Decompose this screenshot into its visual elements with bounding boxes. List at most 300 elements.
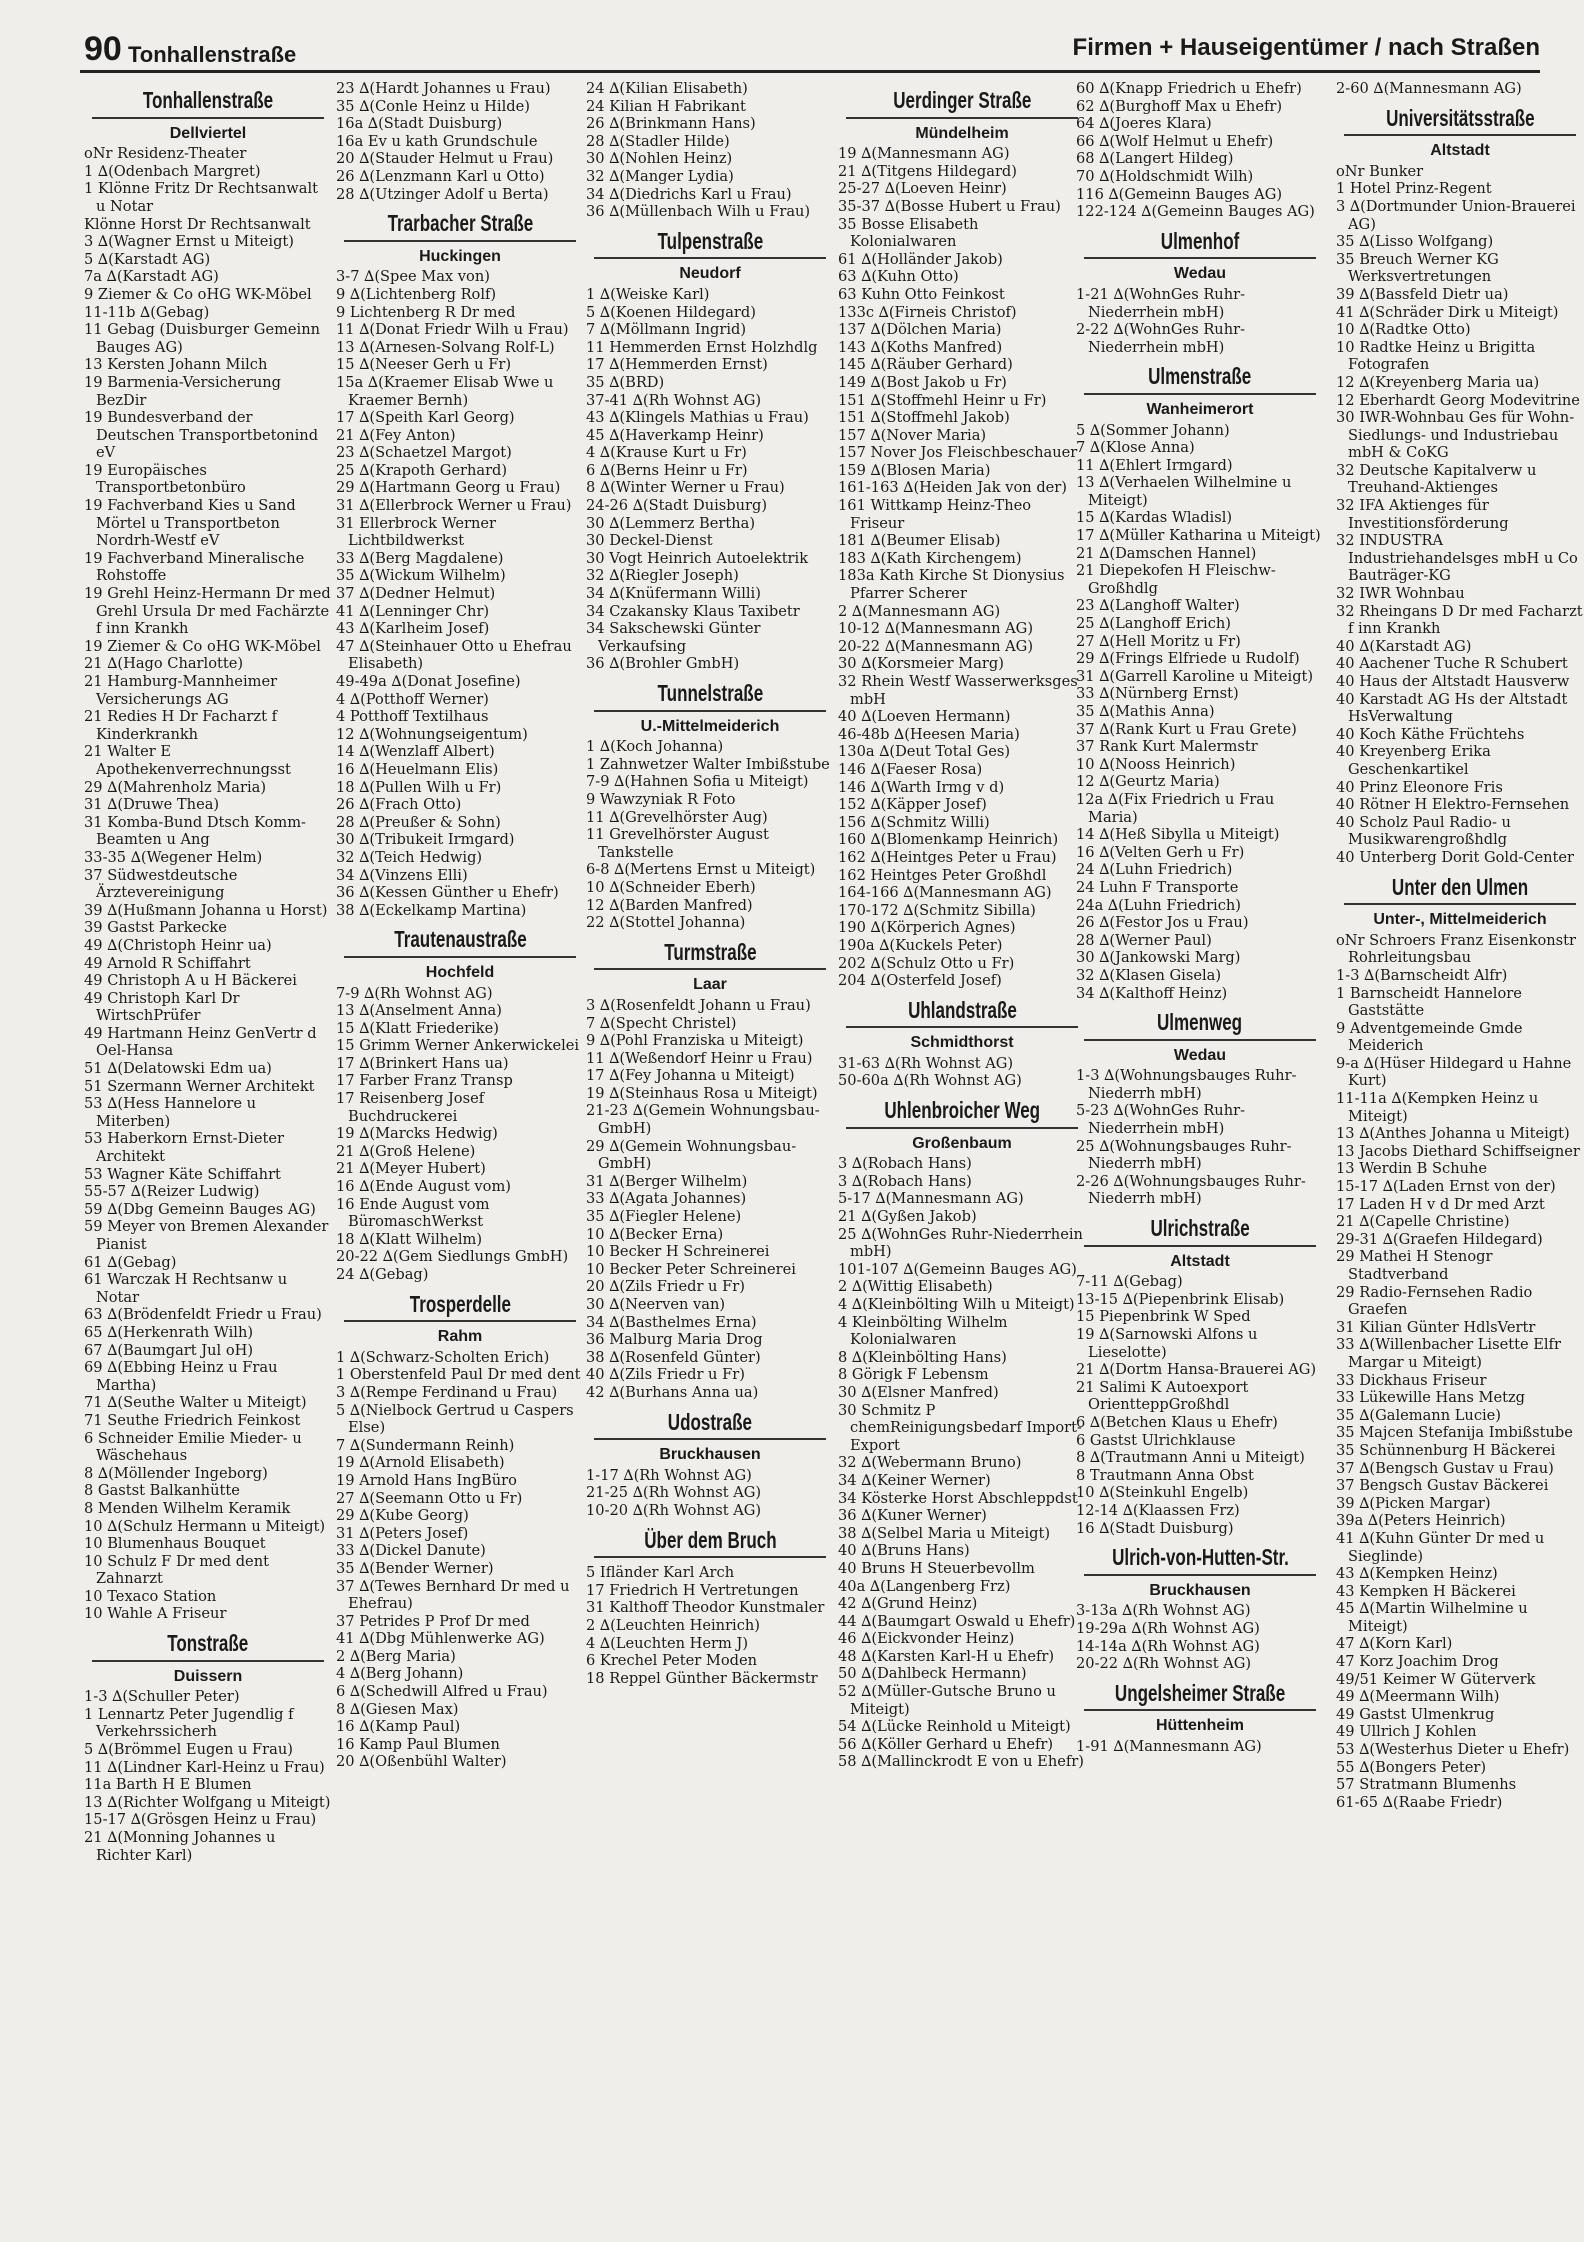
directory-entry: 40 Kreyenberg Erika Geschenkartikel xyxy=(1336,743,1491,778)
directory-entry: 13-15 ∆(Piepenbrink Elisab) xyxy=(1076,1290,1285,1308)
directory-entry: 6 Krechel Peter Moden xyxy=(586,1652,757,1670)
directory-entry: 11 ∆(Weßendorf Heinr u Frau) xyxy=(586,1049,813,1067)
directory-entry: 122-124 ∆(Gemeinn Bauges AG) xyxy=(1076,203,1315,221)
directory-entry: 37 Südwestdeutsche Ärztevereinigung xyxy=(84,866,238,902)
directory-entry: 31-63 ∆(Rh Wohnst AG) xyxy=(838,1054,1014,1072)
directory-entry: 17 ∆(Hemmerden Ernst) xyxy=(586,356,768,374)
directory-entry: 26 ∆(Festor Jos u Frau) xyxy=(1076,914,1249,932)
page-header xyxy=(80,30,1540,73)
directory-entry: 12a ∆(Fix Friedrich u Frau Maria) xyxy=(1076,790,1275,826)
directory-entry: 1 ∆(Koch Johanna) xyxy=(586,738,724,756)
directory-entry: 37 Rank Kurt Malermstr xyxy=(1076,738,1258,756)
street-heading xyxy=(586,227,834,254)
directory-entry: 5 ∆(Karstadt AG) xyxy=(84,250,211,268)
directory-entry: 41 ∆(Dbg Mühlenwerke AG) xyxy=(336,1630,545,1648)
street-section xyxy=(1336,873,1584,1812)
street-divider xyxy=(594,968,826,970)
directory-entry: 61 ∆(Gebag) xyxy=(84,1253,177,1271)
street-name: Ulrich-von-Hutten-Str. xyxy=(1111,1544,1289,1571)
directory-entry: 7-9 ∆(Hahnen Sofia u Miteigt) xyxy=(586,773,809,791)
directory-entry: 11 Gebag (Duisburger Gemeinn Bauges AG) xyxy=(84,321,321,356)
directory-entry: 29 Mathei H Stenogr Stadtverband xyxy=(1336,1248,1493,1283)
street-heading xyxy=(838,996,1086,1023)
street-section xyxy=(336,1290,584,1771)
directory-entry: 34 ∆(Diedrichs Karl u Frau) xyxy=(586,185,792,203)
directory-entry: 146 ∆(Warth Irmg v d) xyxy=(838,778,1005,796)
directory-entry: 39 Gastst Parkecke xyxy=(84,919,227,937)
directory-entry: 8 Trautmann Anna Obst xyxy=(1076,1466,1254,1484)
street-divider xyxy=(344,956,576,958)
directory-entry: 49-49a ∆(Donat Josefine) xyxy=(336,673,521,690)
directory-entry: 21 Walter E Apothekenverrechnungsst xyxy=(84,743,291,778)
directory-entry: 16 ∆(Velten Gerh u Fr) xyxy=(1076,843,1245,861)
directory-entry: 40 Aachener Tuche R Schubert xyxy=(1336,655,1568,673)
directory-entry: 5 ∆(Brömmel Eugen u Frau) xyxy=(84,1741,293,1759)
directory-entry: 49 Ullrich J Kohlen xyxy=(1336,1723,1477,1741)
directory-entry: 32 Rheingans D Dr med Facharzt f inn Krankh xyxy=(1336,602,1583,638)
directory-entry: 29 Radio-Fernsehen Radio Graefen xyxy=(1336,1283,1533,1319)
street-heading xyxy=(1336,873,1584,900)
directory-entry: 10-12 ∆(Mannesmann AG) xyxy=(838,620,1034,638)
directory-entry: 21 ∆(Groß Helene) xyxy=(336,1142,476,1160)
directory-entry: 30 ∆(Jankowski Marg) xyxy=(1076,949,1241,967)
directory-entry: 40 Haus der Altstadt Hausverw xyxy=(1336,673,1570,690)
directory-entry: 15 ∆(Klatt Friederike) xyxy=(336,1019,499,1037)
directory-entry: oNr Residenz-Theater xyxy=(84,145,247,163)
directory-entry: 8 ∆(Winter Werner u Frau) xyxy=(586,479,785,497)
directory-entry: 23 ∆(Schaetzel Margot) xyxy=(336,444,512,462)
directory-entry: 31 ∆(Peters Josef) xyxy=(336,1524,469,1542)
directory-entry: 13 ∆(Anselment Anna) xyxy=(336,1002,502,1020)
directory-entry: 190a ∆(Kuckels Peter) xyxy=(838,936,1003,954)
street-name: Turmstraße xyxy=(663,938,757,965)
directory-entry: 143 ∆(Koths Manfred) xyxy=(838,338,1003,356)
directory-entry: 41 ∆(Lenninger Chr) xyxy=(336,602,490,620)
directory-entry: 59 ∆(Dbg Gemeinn Bauges AG) xyxy=(84,1200,316,1218)
directory-entry: 54 ∆(Lücke Reinhold u Miteigt) xyxy=(838,1718,1071,1736)
directory-entry: 25 ∆(WohnGes Ruhr-Niederrhein mbH) xyxy=(838,1225,1083,1261)
district-name: Unter-, Mittelmeiderich xyxy=(1373,911,1547,929)
directory-entry: 17 Farber Franz Transp xyxy=(336,1072,513,1090)
directory-entry: 133c ∆(Firneis Christof) xyxy=(838,303,1017,321)
directory-entry: 69 ∆(Ebbing Heinz u Frau Martha) xyxy=(84,1359,278,1394)
directory-column-1 xyxy=(84,80,332,2220)
directory-entry: 35 Breuch Werner KG Werksvertretungen xyxy=(1336,250,1499,286)
directory-column-2 xyxy=(336,80,584,2220)
street-section xyxy=(586,680,834,932)
street-name: Tonstraße xyxy=(167,1630,249,1657)
directory-entry: 17 ∆(Müller Katharina u Miteigt) xyxy=(1076,527,1321,545)
directory-entry: 35 ∆(Conle Heinz u Hilde) xyxy=(336,97,530,115)
directory-entry: 37 ∆(Rank Kurt u Frau Grete) xyxy=(1076,720,1297,738)
directory-entry: 11a Barth H E Blumen xyxy=(84,1776,252,1794)
directory-entry: 3 ∆(Rosenfeldt Johann u Frau) xyxy=(586,996,811,1014)
street-heading xyxy=(586,938,834,965)
directory-entry: 10 Radtke Heinz u Brigitta Fotografen xyxy=(1336,338,1536,374)
street-section xyxy=(1076,80,1324,221)
directory-entry: 10 Becker Peter Schreinerei xyxy=(586,1260,796,1278)
directory-entry: 8 Menden Wilhelm Keramik xyxy=(84,1499,291,1517)
directory-entry: 4 ∆(Leuchten Herm J) xyxy=(586,1634,749,1652)
street-heading xyxy=(1336,104,1584,131)
directory-entry: 29-31 ∆(Graefen Hildegard) xyxy=(1336,1230,1543,1248)
directory-entry: 40 Koch Käthe Früchtehs xyxy=(1336,725,1525,743)
directory-entry: 35 ∆(Bender Werner) xyxy=(336,1559,494,1577)
district-name: Schmidthorst xyxy=(910,1034,1014,1052)
directory-entry: 8 Gastst Balkanhütte xyxy=(84,1482,240,1500)
directory-column-5 xyxy=(1076,80,1324,2220)
directory-entry: 51 Szermann Werner Architekt xyxy=(84,1077,315,1095)
street-divider xyxy=(1084,393,1316,395)
street-section xyxy=(586,938,834,1402)
directory-entry: 26 ∆(Brinkmann Hans) xyxy=(586,115,756,133)
directory-entry: 10 Wahle A Friseur xyxy=(84,1605,227,1623)
directory-entry: 30 Schmitz P chemReinigungsbedarf Import-Export xyxy=(838,1401,1082,1454)
directory-entry: 34 ∆(Kalthoff Heinz) xyxy=(1076,984,1228,1002)
street-section xyxy=(838,996,1086,1090)
directory-entry: 46-48b ∆(Heesen Maria) xyxy=(838,725,1020,743)
directory-entry: 21 ∆(Fey Anton) xyxy=(336,426,456,444)
directory-entry: 49 ∆(Meermann Wilh) xyxy=(1336,1688,1500,1706)
directory-entry: oNr Bunker xyxy=(1336,162,1424,180)
directory-entry: 42 ∆(Burhans Anna ua) xyxy=(586,1383,759,1401)
directory-entry: 3-7 ∆(Spee Max von) xyxy=(336,268,490,286)
directory-entry: 7 ∆(Klose Anna) xyxy=(1076,439,1195,457)
directory-entry: 2 ∆(Berg Maria) xyxy=(336,1647,456,1665)
directory-entry: 15 Grimm Werner Ankerwickelei xyxy=(336,1037,580,1055)
street-section xyxy=(1076,227,1324,357)
street-heading xyxy=(1076,227,1324,254)
street-name: Ulrichstraße xyxy=(1150,1215,1250,1242)
street-divider xyxy=(1084,1039,1316,1041)
directory-entry: 36 Malburg Maria Drog xyxy=(586,1331,763,1349)
directory-entry: 1 Klönne Fritz Dr Rechtsanwalt u Notar xyxy=(84,180,319,215)
directory-entry: 19 Ziemer & Co oHG WK-Möbel xyxy=(84,637,321,655)
directory-entry: 24 ∆(Kilian Elisabeth) xyxy=(586,80,748,97)
directory-entry: 61 ∆(Holländer Jakob) xyxy=(838,250,1003,268)
directory-entry: 1-3 ∆(Wohnungsbauges Ruhr-Niederrh mbH) xyxy=(1076,1067,1297,1102)
directory-entry: 43 ∆(Karlheim Josef) xyxy=(336,620,490,638)
directory-entry: 156 ∆(Schmitz Willi) xyxy=(838,813,990,831)
directory-entry: 13 Kersten Johann Milch xyxy=(84,356,268,374)
street-heading xyxy=(1076,1679,1324,1706)
directory-entry: 29 ∆(Hartmann Georg u Frau) xyxy=(336,479,561,497)
directory-entry: 39a ∆(Peters Heinrich) xyxy=(1336,1512,1506,1530)
street-heading xyxy=(336,926,584,953)
district-name: Wanheimerort xyxy=(1146,400,1254,418)
street-heading xyxy=(1076,1215,1324,1242)
directory-entry: 27 ∆(Hell Moritz u Fr) xyxy=(1076,632,1241,650)
directory-entry: 32 Deutsche Kapitalverw u Treuhand-Aktienges xyxy=(1336,461,1537,497)
directory-entry: 19 Barmenia-Versicherung BezDir xyxy=(84,373,282,409)
directory-entry: 29 ∆(Mahrenholz Maria) xyxy=(84,778,267,796)
street-name: Ulmenstraße xyxy=(1148,363,1252,390)
directory-entry: 24 ∆(Luhn Friedrich) xyxy=(1076,861,1233,879)
directory-entry: 21 ∆(Hago Charlotte) xyxy=(84,655,244,673)
directory-entry: 35-37 ∆(Bosse Hubert u Frau) xyxy=(838,197,1061,215)
directory-entry: 33 ∆(Berg Magdalene) xyxy=(336,549,504,567)
directory-entry: 5 ∆(Sommer Johann) xyxy=(1076,421,1230,439)
directory-entry: 51 ∆(Delatowski Edm ua) xyxy=(84,1060,272,1078)
directory-entry: 30 ∆(Neerven van) xyxy=(586,1296,726,1313)
directory-entry: 29 ∆(Kube Georg) xyxy=(336,1507,469,1525)
street-name: Uhlenbroicher Weg xyxy=(884,1097,1040,1124)
street-name: Tunnelstraße xyxy=(657,680,763,706)
directory-entry: 1 Oberstenfeld Paul Dr med dent xyxy=(336,1366,581,1384)
directory-entry: 63 Kuhn Otto Feinkost xyxy=(838,285,1005,303)
directory-entry: 151 ∆(Stoffmehl Heinr u Fr) xyxy=(838,391,1047,409)
directory-entry: 39 ∆(Hußmann Johanna u Horst) xyxy=(84,901,328,919)
directory-entry: 1-3 ∆(Barnscheidt Alfr) xyxy=(1336,966,1508,984)
directory-entry: 10 Texaco Station xyxy=(84,1587,217,1605)
directory-entry: 20 ∆(Zils Friedr u Fr) xyxy=(586,1278,745,1296)
directory-entry: 31 ∆(Druwe Thea) xyxy=(84,796,220,814)
directory-entry: 19-29a ∆(Rh Wohnst AG) xyxy=(1076,1619,1260,1637)
directory-entry: 70 ∆(Holdschmidt Wilh) xyxy=(1076,167,1254,185)
street-heading xyxy=(586,1526,834,1553)
street-divider xyxy=(344,240,576,242)
directory-entry: 38 ∆(Rosenfeld Günter) xyxy=(586,1348,761,1366)
directory-entry: 7-9 ∆(Rh Wohnst AG) xyxy=(336,984,493,1002)
directory-entry: 3 ∆(Dortmunder Union-Brauerei AG) xyxy=(1336,197,1576,233)
directory-entry: 17 Laden H v d Dr med Arzt xyxy=(1336,1195,1545,1213)
directory-entry: 24-26 ∆(Stadt Duisburg) xyxy=(586,497,768,515)
directory-entry: 130a ∆(Deut Total Ges) xyxy=(838,743,1011,761)
directory-entry: 49 Christoph A u H Bäckerei xyxy=(84,972,297,990)
directory-entry: 15 Piepenbrink W Sped xyxy=(1076,1308,1251,1326)
street-divider xyxy=(1084,1709,1316,1711)
directory-entry: 19 ∆(Marcks Hedwig) xyxy=(336,1125,498,1143)
directory-entry: 36 ∆(Kuner Werner) xyxy=(838,1507,987,1525)
directory-entry: 6 ∆(Berns Heinr u Fr) xyxy=(586,461,748,479)
directory-entry: 20-22 ∆(Rh Wohnst AG) xyxy=(1076,1655,1252,1673)
directory-entry: 159 ∆(Blosen Maria) xyxy=(838,461,991,479)
directory-entry: 4 ∆(Kleinbölting Wilh u Miteigt) xyxy=(838,1296,1075,1313)
directory-entry: 8 Görigk F Lebensm xyxy=(838,1366,989,1384)
street-name: Ulmenweg xyxy=(1157,1009,1243,1036)
directory-entry: 24 Kilian H Fabrikant xyxy=(586,97,746,115)
district-name: Neudorf xyxy=(679,265,741,283)
directory-entry: 20-22 ∆(Mannesmann AG) xyxy=(838,637,1034,655)
directory-entry: 14 ∆(Wenzlaff Albert) xyxy=(336,743,495,761)
directory-entry: 25 ∆(Wohnungsbauges Ruhr-Niederrh mbH) xyxy=(1076,1137,1292,1173)
directory-entry: 34 Sakschewski Günter Verkaufsing xyxy=(586,620,761,655)
directory-entry: 1-17 ∆(Rh Wohnst AG) xyxy=(586,1466,752,1484)
directory-entry: 9 Wawzyniak R Foto xyxy=(586,790,736,808)
directory-entry: 13 Jacobs Diethard Schiffseigner xyxy=(1336,1142,1580,1160)
directory-entry: 63 ∆(Brödenfeldt Friedr u Frau) xyxy=(84,1306,322,1324)
directory-entry: 18 ∆(Pullen Wilh u Fr) xyxy=(336,778,502,796)
street-name: Trarbacher Straße xyxy=(387,210,533,237)
directory-entry: 17 Reisenberg Josef Buchdruckerei xyxy=(336,1090,485,1125)
directory-entry: 6 ∆(Betchen Klaus u Ehefr) xyxy=(1076,1413,1278,1431)
street-divider xyxy=(1084,1245,1316,1247)
directory-entry: 15 ∆(Kardas Wladisl) xyxy=(1076,509,1233,527)
directory-entry: 16 ∆(Heuelmann Elis) xyxy=(336,760,499,778)
directory-entry: 2 ∆(Leuchten Heinrich) xyxy=(586,1616,760,1634)
directory-entry: 50 ∆(Dahlbeck Hermann) xyxy=(838,1665,1027,1683)
directory-entry: 16 ∆(Stadt Duisburg) xyxy=(1076,1519,1234,1537)
directory-entry: 38 ∆(Selbel Maria u Miteigt) xyxy=(838,1524,1051,1542)
directory-entry: 40 ∆(Bruns Hans) xyxy=(838,1542,970,1560)
directory-entry: 35 ∆(Fiegler Helene) xyxy=(586,1208,742,1226)
street-heading xyxy=(1076,363,1324,390)
directory-entry: 23 ∆(Hardt Johannes u Frau) xyxy=(336,80,551,97)
directory-entry: 30 IWR-Wohnbau Ges für Wohn- Siedlungs- und Industriebau mbH & CoKG xyxy=(1336,409,1575,462)
directory-entry: 49 ∆(Christoph Heinr ua) xyxy=(84,936,272,954)
directory-entry: 19 Fachverband Kies u Sand Mörtel u Transportbeton Nordrh-Westf eV xyxy=(84,497,296,550)
directory-entry: 30 ∆(Lemmerz Bertha) xyxy=(586,514,756,532)
directory-entry: 8 ∆(Trautmann Anni u Miteigt) xyxy=(1076,1449,1305,1467)
directory-entry: 5 ∆(Nielbock Gertrud u Caspers Else) xyxy=(336,1401,574,1437)
directory-entry: 12 ∆(Wohnungseigentum) xyxy=(336,725,528,743)
directory-entry: 151 ∆(Stoffmehl Jakob) xyxy=(838,409,1010,427)
directory-entry: 33 ∆(Nürnberg Ernst) xyxy=(1076,685,1239,703)
directory-entry: 34 Kösterke Horst Abschleppdst xyxy=(838,1489,1078,1507)
directory-entry: 1 Hotel Prinz-Regent xyxy=(1336,180,1492,198)
directory-entry: 16a ∆(Stadt Duisburg) xyxy=(336,115,503,133)
directory-entry: 50-60a ∆(Rh Wohnst AG) xyxy=(838,1072,1022,1090)
street-section xyxy=(586,1408,834,1520)
directory-entry: 21 ∆(Meyer Hubert) xyxy=(336,1160,486,1178)
directory-entry: 21 ∆(Damschen Hannel) xyxy=(1076,544,1257,562)
directory-entry: 17 ∆(Brinkert Hans ua) xyxy=(336,1054,509,1072)
directory-entry: 11 ∆(Lindner Karl-Heinz u Frau) xyxy=(84,1758,325,1776)
directory-entry: 30 ∆(Elsner Manfred) xyxy=(838,1383,999,1401)
directory-entry: 32 Rhein Westf Wasserwerksges mbH xyxy=(838,673,1078,708)
street-divider xyxy=(92,117,324,119)
directory-entry: 39 ∆(Picken Margar) xyxy=(1336,1494,1491,1512)
directory-entry: 3 ∆(Rempe Ferdinand u Frau) xyxy=(336,1383,558,1401)
directory-entry: 1-3 ∆(Schuller Peter) xyxy=(84,1688,240,1706)
street-heading xyxy=(586,680,834,706)
directory-entry: 3 ∆(Robach Hans) xyxy=(838,1172,972,1190)
district-name: Altstadt xyxy=(1430,142,1490,160)
street-section xyxy=(586,1526,834,1688)
directory-entry: 40 Karstadt AG Hs der Altstadt HsVerwaltung xyxy=(1336,690,1568,726)
directory-entry: 11 ∆(Ehlert Irmgard) xyxy=(1076,456,1233,474)
district-name: Bruckhausen xyxy=(1149,1581,1251,1599)
directory-entry: 66 ∆(Wolf Helmut u Ehefr) xyxy=(1076,132,1274,150)
directory-entry: 47 ∆(Steinhauer Otto u Ehefrau Elisabeth) xyxy=(336,637,572,673)
street-section xyxy=(336,80,584,203)
directory-entry: 16 Ende August vom BüromaschWerkst xyxy=(336,1195,490,1231)
directory-entry: 2-22 ∆(WohnGes Ruhr-Niederrhein mbH) xyxy=(1076,321,1246,356)
directory-entry: 49/51 Keimer W Güterverk xyxy=(1336,1670,1536,1688)
directory-entry: 204 ∆(Osterfeld Josef) xyxy=(838,972,1002,990)
directory-entry: 31 Kilian Günter HdlsVertr xyxy=(1336,1318,1536,1336)
street-name: Udostraße xyxy=(667,1408,753,1435)
directory-entry: 36 ∆(Kessen Günther u Ehefr) xyxy=(336,884,559,902)
directory-entry: 33 ∆(Dickel Danute) xyxy=(336,1542,486,1560)
street-heading xyxy=(84,1630,332,1657)
directory-entry: 20 ∆(Oßenbühl Walter) xyxy=(336,1753,507,1771)
directory-entry: 183 ∆(Kath Kirchengem) xyxy=(838,549,1022,567)
directory-entry: 24a ∆(Luhn Friedrich) xyxy=(1076,896,1241,914)
directory-entry: 16 ∆(Ende August vom) xyxy=(336,1178,511,1196)
directory-entry: 40 Bruns H Steuerbevollm xyxy=(838,1559,1035,1577)
street-name: Ungelsheimer Straße xyxy=(1114,1679,1286,1706)
district-name: Wedau xyxy=(1173,1046,1227,1064)
directory-entry: 145 ∆(Räuber Gerhard) xyxy=(838,356,1013,374)
street-name: Trosperdelle xyxy=(409,1290,511,1317)
street-section xyxy=(1336,80,1584,98)
directory-entry: 19 Arnold Hans IngBüro xyxy=(336,1471,517,1489)
street-divider xyxy=(92,1660,324,1662)
street-heading xyxy=(336,210,584,237)
street-divider xyxy=(846,117,1078,119)
directory-entry: 35 Majcen Stefanija Imbißstube xyxy=(1336,1424,1573,1442)
directory-entry: 11 ∆(Grevelhörster Aug) xyxy=(586,808,768,826)
directory-entry: 11-11b ∆(Gebag) xyxy=(84,303,210,321)
directory-entry: 6 Schneider Emilie Mieder- u Wäschehaus xyxy=(84,1429,302,1465)
directory-entry: 35 ∆(Mathis Anna) xyxy=(1076,703,1215,720)
directory-entry: 5 ∆(Koenen Hildegard) xyxy=(586,303,756,321)
directory-entry: 10 ∆(Steinkuhl Engelb) xyxy=(1076,1484,1249,1502)
directory-entry: 35 ∆(Lisso Wolfgang) xyxy=(1336,233,1494,251)
directory-entry: 21-23 ∆(Gemein Wohnungsbau-GmbH) xyxy=(586,1102,820,1138)
directory-entry: 15 ∆(Neeser Gerh u Fr) xyxy=(336,356,512,374)
directory-entry: 16 Kamp Paul Blumen xyxy=(336,1735,500,1753)
directory-entry: 49 Gastst Ulmenkrug xyxy=(1336,1705,1495,1723)
directory-entry: 31 ∆(Berger Wilhelm) xyxy=(586,1172,748,1190)
street-name: Ulmenhof xyxy=(1160,227,1240,254)
directory-entry: 31 ∆(Garrell Karoline u Miteigt) xyxy=(1076,667,1314,685)
street-divider xyxy=(594,710,826,712)
directory-entry: 9 Adventgemeinde Gmde Meiderich xyxy=(1336,1019,1523,1055)
street-heading xyxy=(336,1290,584,1317)
directory-entry: 3 ∆(Wagner Ernst u Miteigt) xyxy=(84,233,294,251)
directory-entry: 32 ∆(Klasen Gisela) xyxy=(1076,966,1222,984)
directory-entry: 10 Becker H Schreinerei xyxy=(586,1243,770,1261)
directory-entry: 32 ∆(Riegler Joseph) xyxy=(586,567,739,585)
directory-entry: 32 IFA Aktienges für Investitionsförderung xyxy=(1336,497,1509,532)
district-name: Rahm xyxy=(437,1328,483,1346)
directory-entry: 3 ∆(Robach Hans) xyxy=(838,1155,972,1173)
directory-entry: 34 ∆(Basthelmes Erna) xyxy=(586,1313,757,1331)
street-section xyxy=(84,87,332,1623)
directory-entry: 20-22 ∆(Gem Siedlungs GmbH) xyxy=(336,1248,569,1266)
directory-entry: 11-11a ∆(Kempken Heinz u Miteigt) xyxy=(1336,1090,1539,1125)
directory-entry: 19 Bundesverband der Deutschen Transportbetonind eV xyxy=(84,409,319,462)
directory-entry: 137 ∆(Dölchen Maria) xyxy=(838,321,1002,339)
directory-entry: 9 Lichtenberg R Dr med xyxy=(336,303,516,321)
street-divider xyxy=(1084,1574,1316,1576)
directory-entry: 68 ∆(Langert Hildeg) xyxy=(1076,150,1234,168)
street-divider xyxy=(594,1556,826,1558)
directory-entry: 29 ∆(Frings Elfriede u Rudolf) xyxy=(1076,650,1300,668)
directory-entry: 21-25 ∆(Rh Wohnst AG) xyxy=(586,1484,762,1502)
directory-entry: 181 ∆(Beumer Elisab) xyxy=(838,532,1001,550)
directory-entry: 25-27 ∆(Loeven Heinr) xyxy=(838,180,1007,198)
directory-entry: 61-65 ∆(Raabe Friedr) xyxy=(1336,1793,1503,1811)
directory-entry: 15a ∆(Kraemer Elisab Wwe u Kraemer Bernh) xyxy=(336,373,554,409)
directory-entry: 10 Blumenhaus Bouquet xyxy=(84,1535,266,1553)
directory-entry: 32 ∆(Webermann Bruno) xyxy=(838,1454,1022,1472)
directory-entry: 19 ∆(Steinhaus Rosa u Miteigt) xyxy=(586,1084,818,1102)
directory-entry: 55-57 ∆(Reizer Ludwig) xyxy=(84,1183,260,1201)
directory-entry: 47 Korz Joachim Drog xyxy=(1336,1653,1499,1671)
directory-entry: 160 ∆(Blomenkamp Heinrich) xyxy=(838,831,1059,849)
directory-entry: 183a Kath Kirche St Dionysius Pfarrer Scherer xyxy=(838,567,1065,603)
directory-entry: 17 Friedrich H Vertretungen xyxy=(586,1581,799,1599)
directory-entry: 26 ∆(Lenzmann Karl u Otto) xyxy=(336,167,545,185)
directory-entry: Klönne Horst Dr Rechtsanwalt xyxy=(84,215,311,233)
directory-entry: 7 ∆(Sundermann Reinh) xyxy=(336,1436,515,1454)
directory-entry: 45 ∆(Martin Wilhelmine u Miteigt) xyxy=(1336,1600,1528,1635)
directory-entry: 67 ∆(Baumgart Jul oH) xyxy=(84,1341,254,1359)
street-name: Über dem Bruch xyxy=(643,1526,777,1553)
